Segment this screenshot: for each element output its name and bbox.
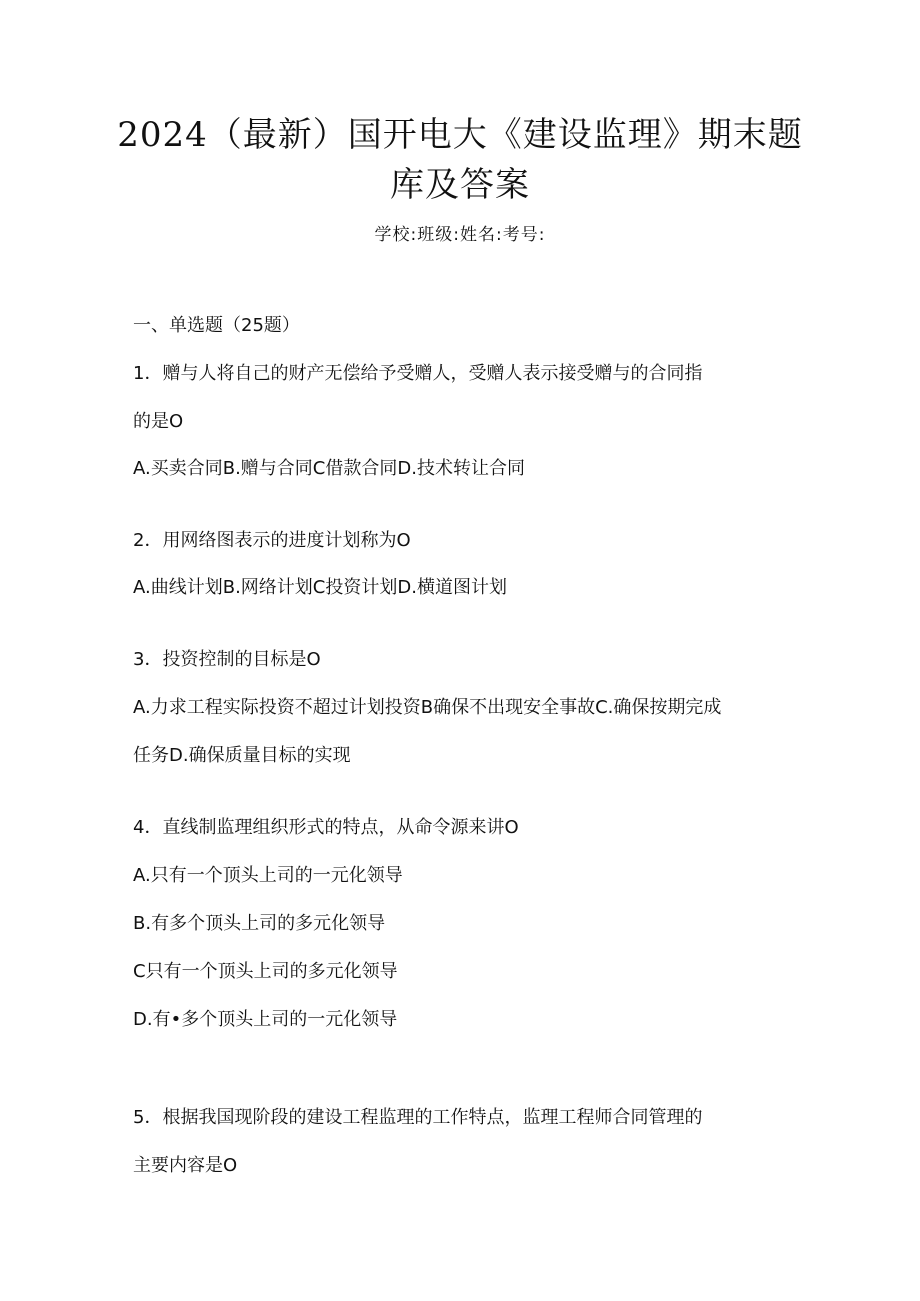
question-1-options: A.买卖合同B.赠与合同C借款合同D.技术转让合同 (133, 458, 525, 479)
question-4-option-d: D.有•多个顶头上司的一元化领导 (133, 1009, 398, 1030)
student-info-line: 学校:班级:姓名:考号: (374, 225, 546, 245)
question-4-option-b: B.有多个顶头上司的多元化领导 (133, 913, 386, 934)
question-2-text: 2．用网络图表示的进度计划称为O (133, 530, 411, 551)
question-1-text-line-1: 1．赠与人将自己的财产无偿给予受赠人，受赠人表示接受赠与的合同指 (133, 363, 703, 384)
question-4-text: 4．直线制监理组织形式的特点，从命令源来讲O (133, 817, 519, 838)
document-title-line-2: 库及答案 (390, 165, 530, 205)
question-5-text-line-1: 5．根据我国现阶段的建设工程监理的工作特点，监理工程师合同管理的 (133, 1107, 703, 1128)
question-5-text-line-2: 主要内容是O (133, 1155, 238, 1176)
question-2-options: A.曲线计划B.网络计划C投资计划D.横道图计划 (133, 577, 507, 598)
question-4-option-c: C只有一个顶头上司的多元化领导 (133, 961, 398, 982)
question-3-options-line-2: 任务D.确保质量目标的实现 (133, 745, 351, 766)
question-1-text-line-2: 的是O (133, 411, 184, 432)
question-3-options-line-1: A.力求工程实际投资不超过计划投资B确保不出现安全事故C.确保按期完成 (133, 697, 722, 718)
question-3-text: 3．投资控制的目标是O (133, 649, 321, 670)
question-4-option-a: A.只有一个顶头上司的一元化领导 (133, 865, 403, 886)
document-title-line-1: 2024（最新）国开电大《建设监理》期末题 (117, 115, 803, 155)
section-heading: 一、单选题（25题） (133, 315, 300, 336)
